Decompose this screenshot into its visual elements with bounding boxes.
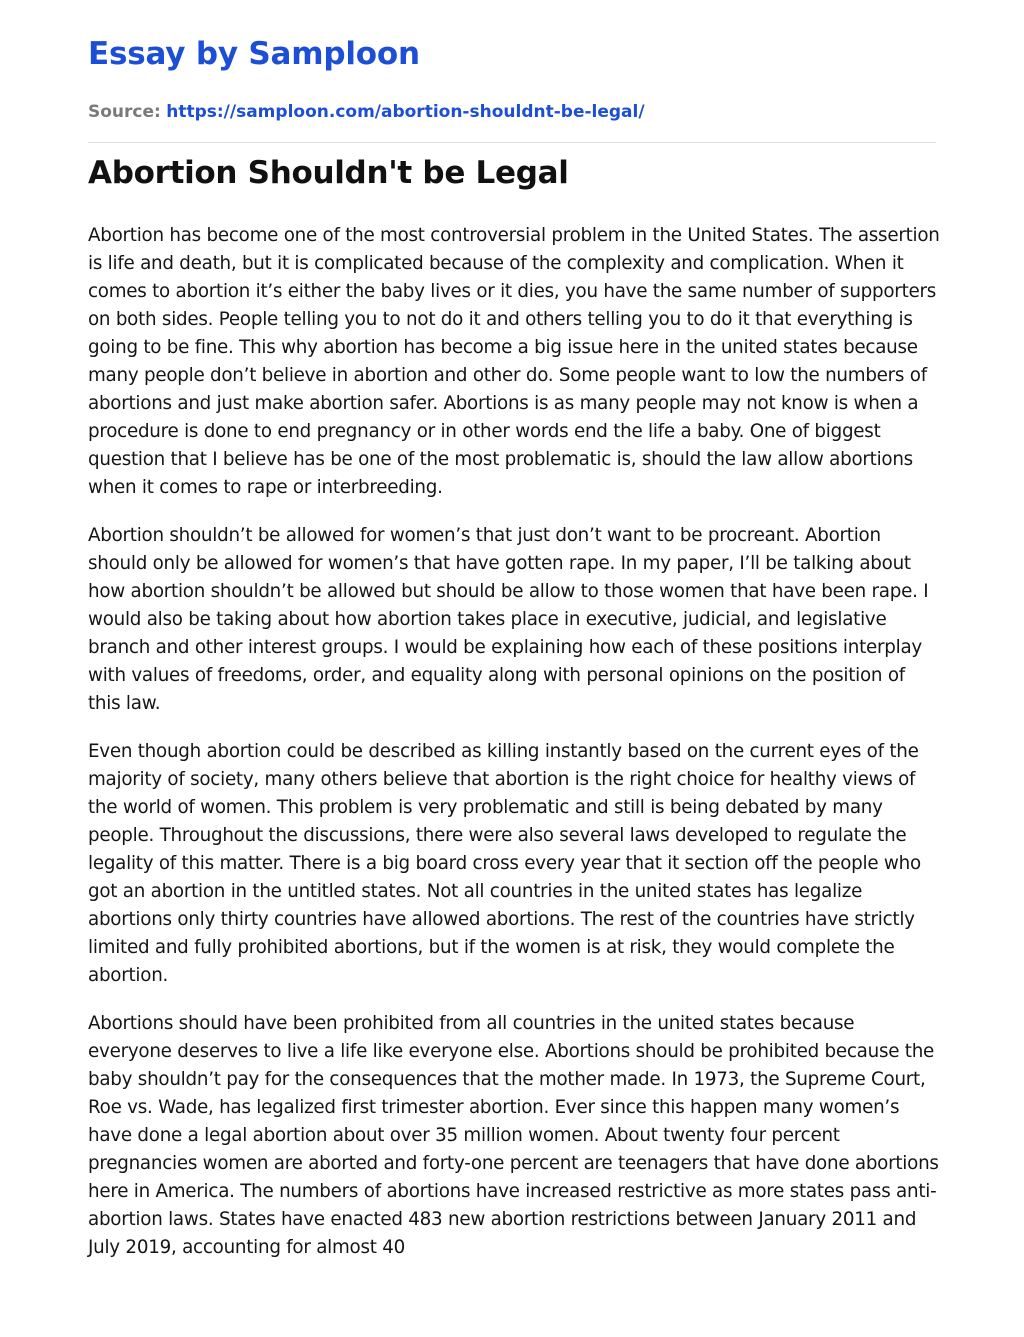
essay-paragraph: Abortion has become one of the most controversial problem in the United States. The assertion is life and death, but it is complicated because of the complexity and complication. When it comes to abortion it’s either the baby lives or it dies, you have the same number of supporters on both sides. People telling you to not do it and others telling you to do it that everything is going to be fine. This why abortion has become a big issue here in the united states because many people don’t believe in abortion and other do. Some people want to low the numbers of abortions and just make abortion safer. Abortions is as many people may not know is when a procedure is done to end pregnancy or in other words end the life a baby. One of biggest question that I believe has be one of the most problematic is, should the law allow abortions when it comes to rape or interbreeding. [88, 225, 940, 498]
essay-paragraph: Abortion shouldn’t be allowed for women’s that just don’t want to be procreant. Abortion should only be allowed for women’s that have gotten rape. In my paper, I’ll be talking about how abortion shouldn’t be allowed but should be allow to those women that have been rape. I would also be taking about how abortion takes place in executive, judicial, and legislative branch and other interest groups. I would be explaining how each of these positions interplay with values of freedoms, order, and equality along with personal opinions on the position of this law. [88, 525, 929, 714]
source-line [88, 102, 645, 122]
source-label: Source: [88, 102, 161, 122]
essay-paragraph: Even though abortion could be described as killing instantly based on the current eyes of the majority of society, many others believe that abortion is the right choice for healthy views of the world of women. This problem is very problematic and still is being debated by many people. Throughout the discussions, there were also several laws developed to regulate the legality of this matter. There is a big board cross every year that it section off the people who got an abortion in the untitled states. Not all countries in the united states has legalize abortions only thirty countries have allowed abortions. The rest of the countries have strictly limited and fully prohibited abortions, but if the women is at risk, they would complete the abortion. [88, 741, 921, 986]
essay-paragraph: Abortions should have been prohibited from all countries in the united states because everyone deserves to live a life like everyone else. Abortions should be prohibited because the baby shouldn’t pay for the consequences that the mother made. In 1973, the Supreme Court, Roe vs. Wade, has legalized first trimester abortion. Ever since this happen many women’s have done a legal abortion about over 35 million women. About twenty four percent pregnancies women are aborted and forty-one percent are teenagers that have done abortions here in America. The numbers of abortions have increased restrictive as more states pass anti-abortion laws. States have enacted 483 new abortion restrictions between January 2011 and July 2019, accounting for almost 40 [88, 1013, 939, 1258]
source-link[interactable]: https://samploon.com/abortion-shouldnt-be-legal/ [166, 102, 645, 122]
essay-body [88, 222, 940, 1282]
brand-title: Essay by Samploon [88, 36, 420, 72]
header-divider [88, 142, 936, 143]
essay-title: Abortion Shouldn't be Legal [88, 155, 569, 191]
